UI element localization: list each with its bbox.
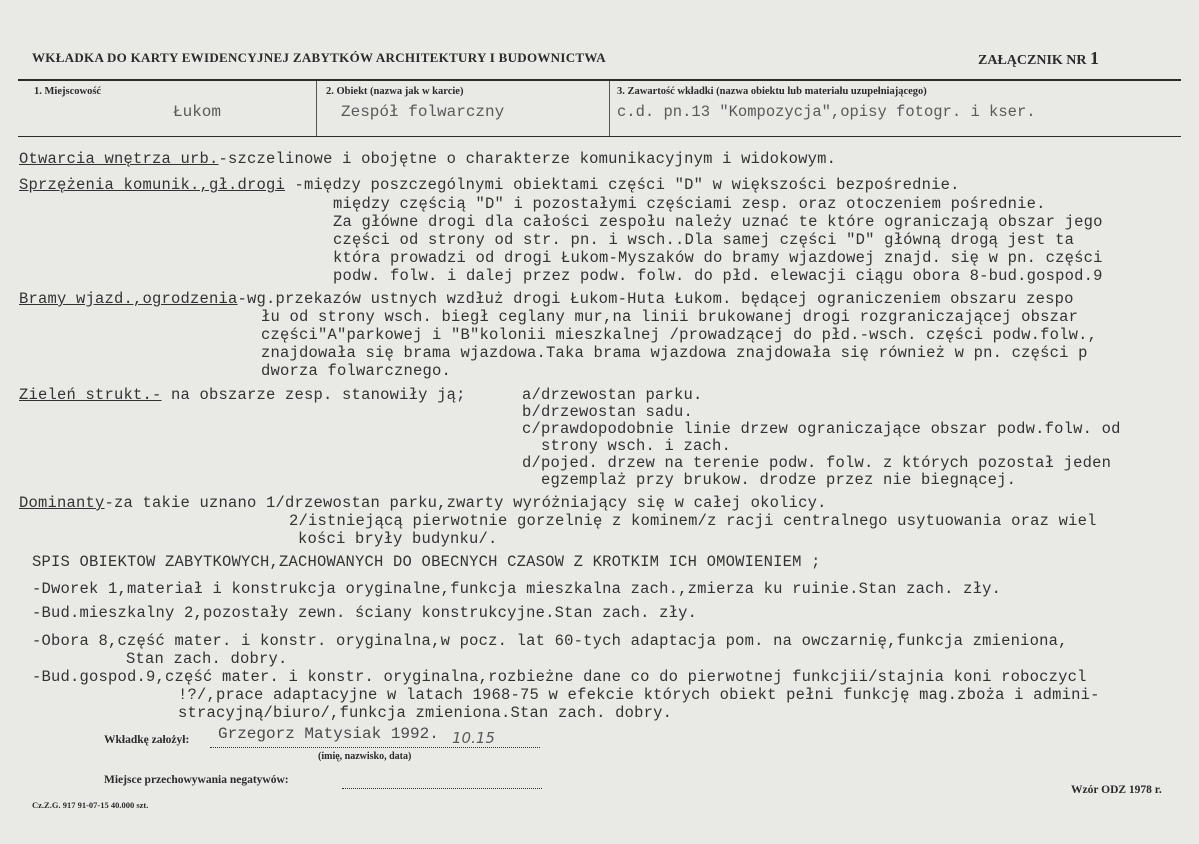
fields-rule xyxy=(18,136,1181,137)
section-heading: Dominanty xyxy=(19,494,105,512)
section-text: na obszarze zesp. stanowiły ją; xyxy=(161,386,466,404)
section-text: -wg.przekazów ustnych wzdłuż drogi Łukom-Huta Łukom. będącej ograniczeniem obszaru zespo xyxy=(237,290,1074,308)
inventory-heading: SPIS OBIEKTOW ZABYTKOWYCH,ZACHOWANYCH DO OBECNYCH CZASOW Z KROTKIM ICH OMOWIENIEM ; xyxy=(32,553,821,571)
field-value-object: Zespół folwarczny xyxy=(341,103,505,121)
attachment-label-text: ZAŁĄCZNIK NR xyxy=(978,53,1087,68)
section-heading: Otwarcia wnętrza urb. xyxy=(19,150,219,168)
storage-label: Miejsce przechowywania negatywów: xyxy=(104,774,289,786)
section-zielen xyxy=(19,386,466,404)
field-value-locality: Łukom xyxy=(173,103,222,121)
field-label-contents: 3. Zawartość wkładki (nazwa obiektu lub materiału uzupełniającego) xyxy=(617,86,927,97)
section-sprzezenia xyxy=(19,176,960,194)
section-heading: Bramy wjazd.,ogrodzenia xyxy=(19,290,238,308)
section-otwarcia xyxy=(19,150,836,168)
field-value-contents: c.d. pn.13 "Kompozycja",opisy fotogr. i kser. xyxy=(617,103,1036,121)
list-item: strony wsch. i zach. xyxy=(541,437,732,455)
print-code: Cz.Z.G. 917 91-07-15 40.000 szt. xyxy=(32,800,149,810)
inventory-item: -Bud.mieszkalny 2,pozostały zewn. ściany konstrukcyjne.Stan zach. zły. xyxy=(32,604,698,622)
created-date-note: 10.15 xyxy=(452,729,495,747)
section-line: części"A"parkowej i "B"kolonii mieszkalnej /prowadzącej do płd.-wsch. części podw.folw., xyxy=(261,326,1098,344)
list-item: c/prawdopodobnie linie drzew ograniczające obszar podw.folw. od xyxy=(522,420,1121,438)
field-label-object: 2. Obiekt (nazwa jak w karcie) xyxy=(326,86,464,97)
list-item: b/drzewostan sadu. xyxy=(522,403,694,421)
section-line: która prowadzi od drogi Łukom-Myszaków do bramy wjazdowej znajd. się w pn. części xyxy=(333,249,1103,267)
form-code: Wzór ODZ 1978 r. xyxy=(1071,784,1162,796)
section-line: znajdowała się brama wjazdowa.Taka brama wjazdowa znajdowała się również w pn. części p xyxy=(261,344,1088,362)
section-text: -za takie uznano 1/drzewostan parku,zwarty wyróżniający się w całej okolicy. xyxy=(104,494,827,512)
inventory-item-cont: Stan zach. dobry. xyxy=(126,650,288,668)
inventory-item-cont: !?/,prace adaptacyjne w latach 1968-75 w efekcie których obiekt pełni funkcję mag.zboża i admini- xyxy=(178,686,1100,704)
inventory-item: -Bud.gospod.9,część mater. i konstr. oryginalna,rozbieżne dane co do pierwotnej funkcjii/stajnia koni roboczycl xyxy=(32,668,1087,686)
section-dominanty xyxy=(19,494,827,512)
section-text: -między poszczególnymi obiektami części "D" w większości bezpośrednie. xyxy=(285,176,960,194)
header-rule xyxy=(18,79,1181,81)
section-text: -szczelinowe i obojętne o charakterze komunikacyjnym i widokowym. xyxy=(218,150,837,168)
section-heading: Zieleń strukt.- xyxy=(19,386,162,404)
section-line: części od strony od str. pn. i wsch..Dla samej części "D" główną drogą jest ta xyxy=(333,231,1075,249)
section-line: łu od strony wsch. biegł ceglany mur,na linii brukowanej drogi rozgraniczającej obszar xyxy=(261,308,1079,326)
list-item: d/pojed. drzew na terenie podw. folw. z których pozostał jeden xyxy=(522,454,1112,472)
field-label-locality: 1. Miejscowość xyxy=(34,86,102,97)
section-line: Za główne drogi dla całości zespołu należy uznać te które ograniczają obszar jego xyxy=(333,213,1103,231)
created-by-caption: (imię, nazwisko, data) xyxy=(318,751,412,762)
inventory-item: -Obora 8,część mater. i konstr. oryginalna,w pocz. lat 60-tych adaptacja pom. na owczarnię,funkcja zmieniona, xyxy=(32,632,1068,650)
list-item: egzemplaż przy brukow. drodze przez nie biegnącej. xyxy=(541,471,1017,489)
created-by-label: Wkładkę założył: xyxy=(104,734,190,746)
section-line: dworza folwarcznego. xyxy=(261,362,452,380)
section-line: między częścią "D" i pozostałymi częściami zesp. oraz otoczeniem pośrednie. xyxy=(333,195,1046,213)
attachment-number: 1 xyxy=(1090,48,1100,68)
field-divider xyxy=(609,81,610,136)
section-line: kości bryły budynku/. xyxy=(298,530,498,548)
section-bramy xyxy=(19,290,1074,308)
form-title: WKŁADKA DO KARTY EWIDENCYJNEJ ZABYTKÓW ARCHITEKTURY I BUDOWNICTWA xyxy=(32,50,606,65)
inventory-item: -Dworek 1,materiał i konstrukcja oryginalne,funkcja mieszkalna zach.,zmierza ku ruinie.Stan zach. zły. xyxy=(32,580,1002,598)
storage-field xyxy=(342,775,542,789)
field-divider xyxy=(316,81,317,136)
section-line: 2/istniejącą pierwotnie gorzelnię z kominem/z racji centralnego usytuowania oraz wiel xyxy=(289,512,1097,530)
attachment-label xyxy=(978,48,1099,69)
created-by-value: Grzegorz Matysiak 1992. xyxy=(218,725,439,743)
section-line: podw. folw. i dalej przez podw. folw. do płd. elewacji ciągu obora 8-bud.gospod.9 xyxy=(333,267,1103,285)
inventory-item-cont: stracyjną/biuro/,funkcja zmieniona.Stan zach. dobry. xyxy=(178,704,673,722)
list-item: a/drzewostan parku. xyxy=(522,386,703,404)
section-heading: Sprzężenia komunik.,gł.drogi xyxy=(19,176,286,194)
